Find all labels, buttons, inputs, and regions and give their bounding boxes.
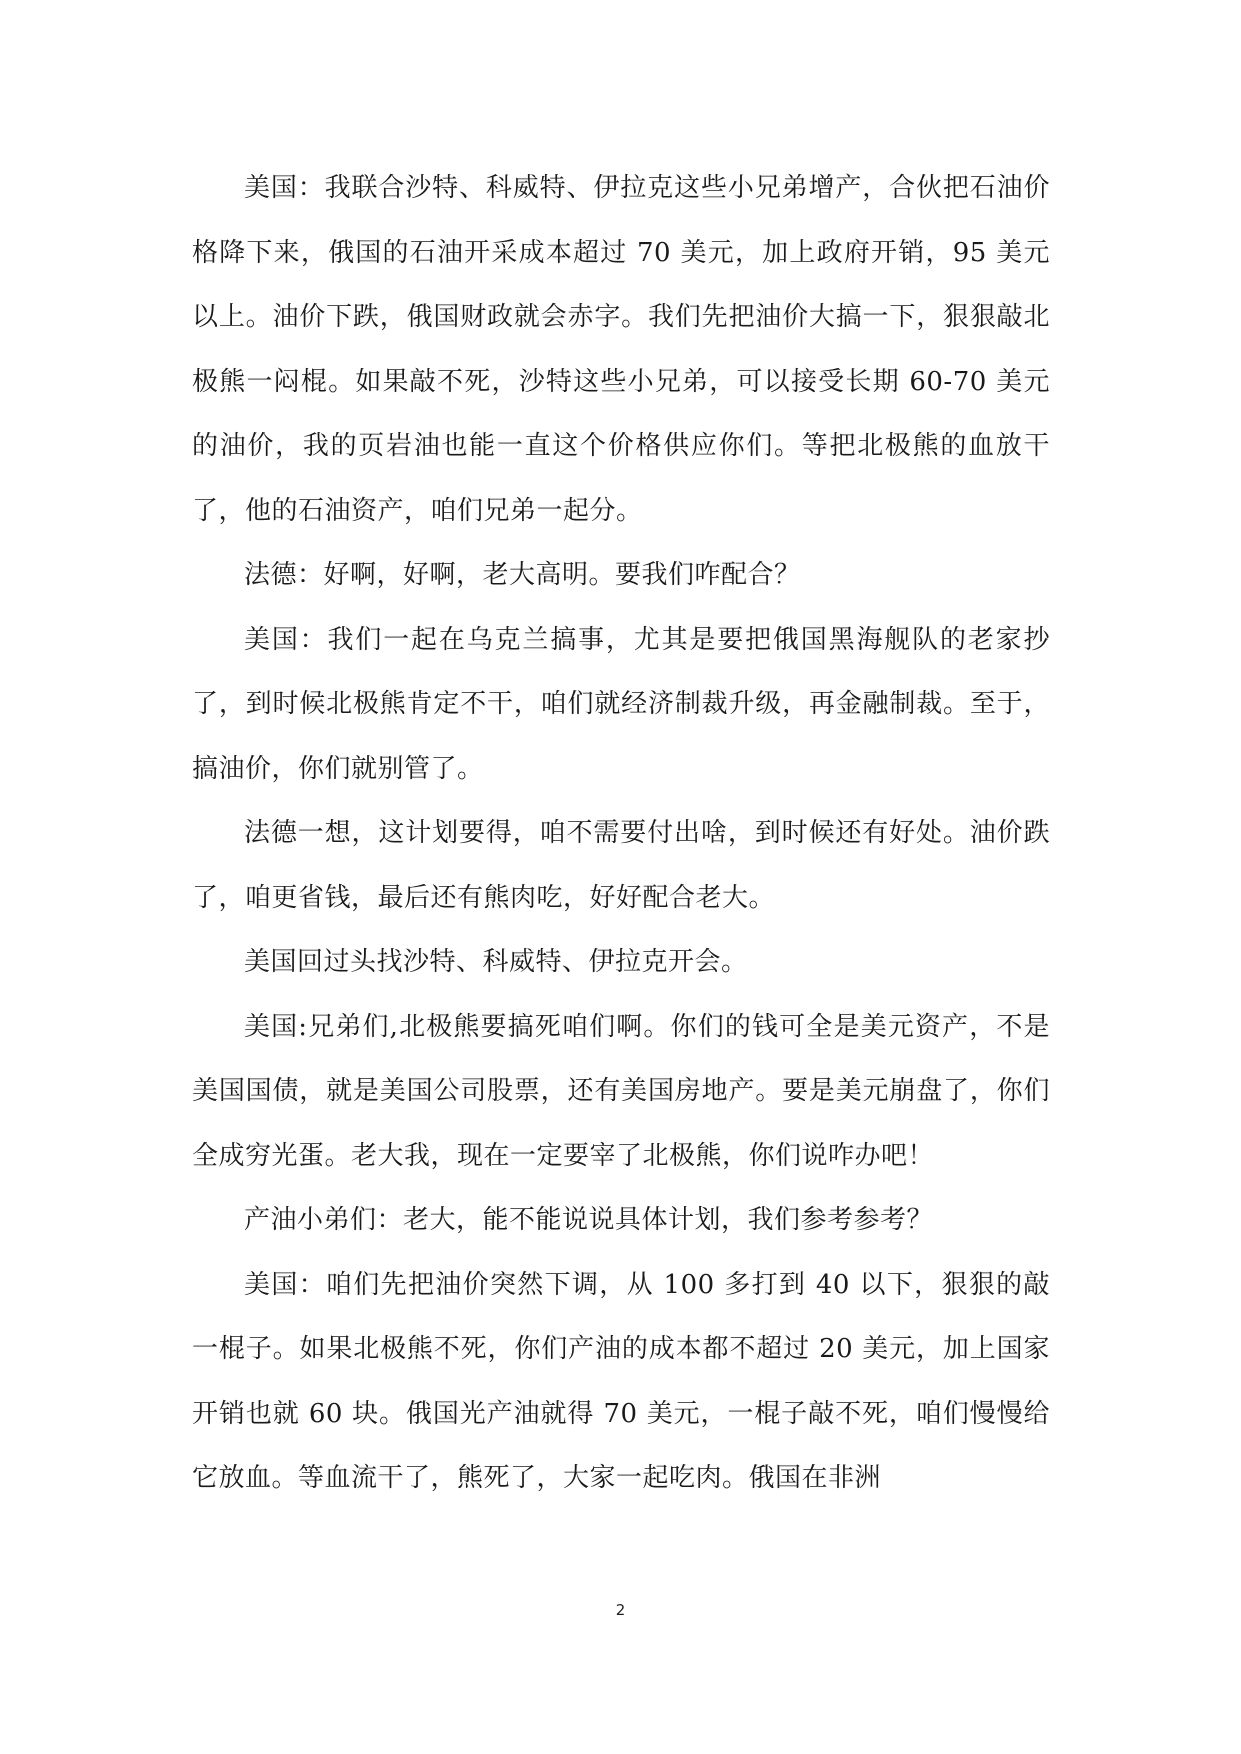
paragraph: 法德一想，这计划要得，咱不需要付出啥，到时候还有好处。油价跌了，咱更省钱，最后还有熊肉吃，好好配合老大。 xyxy=(192,818,1050,913)
paragraph: 美国:兄弟们,北极熊要搞死咱们啊。你们的钱可全是美元资产，不是美国国债，就是美国公司股票，还有美国房地产。要是美元崩盘了，你们全成穷光蛋。老大我，现在一定要宰了北极熊，你们说咋办吧！ xyxy=(192,1011,1050,1171)
paragraph: 美国：我们一起在乌克兰搞事，尤其是要把俄国黑海舰队的老家抄了，到时候北极熊肯定不干，咱们就经济制裁升级，再金融制裁。至于，搞油价，你们就别管了。 xyxy=(192,624,1050,784)
body-text xyxy=(192,156,1050,1511)
page-number: 2 xyxy=(615,1601,626,1619)
paragraph: 产油小弟们：老大，能不能说说具体计划，我们参考参考？ xyxy=(244,1205,934,1235)
paragraph: 美国回过头找沙特、科威特、伊拉克开会。 xyxy=(244,947,748,977)
paragraph: 美国：我联合沙特、科威特、伊拉克这些小兄弟增产，合伙把石油价格降下来，俄国的石油开采成本超过 70 美元，加上政府开销，95 美元以上。油价下跌，俄国财政就会赤字。我们先把油价大搞一下，狠狠敲北极熊一闷棍。如果敲不死，沙特这些小兄弟，可以接受长期 60-70 美元的油价，我的页岩油也能一直这个价格供应你们。等把北极熊的血放干了，他的石油资产，咱们兄弟一起分。 xyxy=(192,173,1050,526)
paragraph: 美国：咱们先把油价突然下调，从 100 多打到 40 以下，狠狠的敲一棍子。如果北极熊不死，你们产油的成本都不超过 20 美元，加上国家开销也就 60 块。俄国光产油就得 70 美元，一棍子敲不死，咱们慢慢给它放血。等血流干了，熊死了，大家一起吃肉。俄国在非洲 xyxy=(192,1269,1050,1493)
paragraph: 法德：好啊，好啊，老大高明。要我们咋配合？ xyxy=(244,560,801,590)
